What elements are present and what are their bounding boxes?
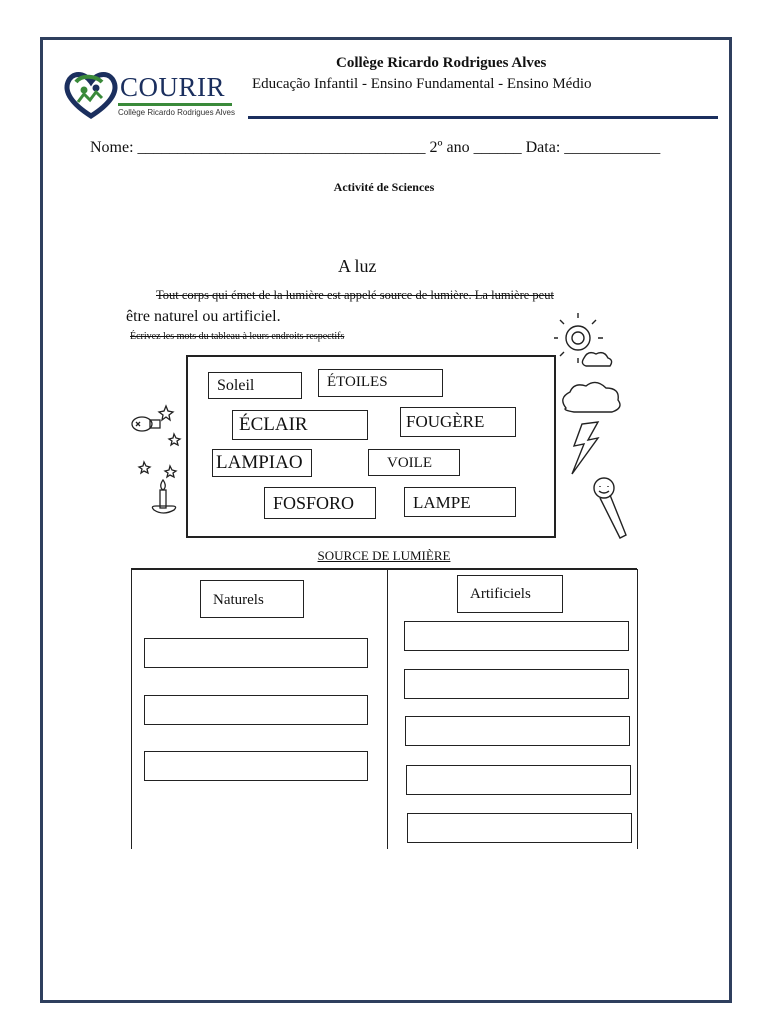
school-levels: Educação Infantil - Ensino Fundamental - Ensino Médio <box>252 76 592 92</box>
instruction-line-3: Écrivez les mots du tableau à leurs endroits respectifs <box>130 331 345 342</box>
natural-label: Naturels <box>213 592 264 608</box>
word-bank-box <box>186 355 556 538</box>
word-card <box>232 410 368 440</box>
word-text: VOILE <box>387 455 432 471</box>
word-card <box>404 487 516 517</box>
artificial-answer-box[interactable] <box>404 669 629 699</box>
word-text: FOSFORO <box>273 493 355 513</box>
artificial-label: Artificiels <box>470 586 531 602</box>
artificial-answer-box[interactable] <box>404 621 629 651</box>
word-text: LAMPE <box>413 493 471 512</box>
table-middle-divider <box>387 569 388 849</box>
natural-column-header <box>200 580 304 618</box>
word-text: ÉCLAIR <box>239 414 308 435</box>
word-card <box>400 407 516 437</box>
artificial-answer-box[interactable] <box>406 765 631 795</box>
artificial-answer-box[interactable] <box>407 813 632 843</box>
word-text: ÉTOILES <box>327 374 388 390</box>
word-text: LAMPIAO <box>216 452 303 473</box>
logo-subtext: Collège Ricardo Rodrigues Alves <box>118 108 235 117</box>
table-left-border <box>131 569 132 849</box>
lamp-and-candle-drawing-icon <box>126 398 186 518</box>
header-divider <box>248 116 718 119</box>
instruction-line-2: être naturel ou artificiel. <box>126 308 281 325</box>
school-name: Collège Ricardo Rodrigues Alves <box>336 55 547 71</box>
artificial-answer-box[interactable] <box>405 716 630 746</box>
name-date-row: Nome: ____________________________________ 2º ano ______ Data: ____________ <box>90 139 661 156</box>
word-text: Soleil <box>217 377 255 394</box>
instruction-line-1: Tout corps qui émet de la lumière est appelé source de lumière. La lumière peut <box>156 288 554 302</box>
natural-answer-box[interactable] <box>144 751 368 781</box>
logo-text: COURIR <box>120 72 226 102</box>
natural-answer-box[interactable] <box>144 638 368 668</box>
sun-cloud-match-drawing-icon <box>554 312 640 544</box>
logo-underline <box>118 103 232 106</box>
section-title: A luz <box>338 256 377 276</box>
artificial-column-header <box>457 575 563 613</box>
table-right-border <box>637 569 638 849</box>
natural-answer-box[interactable] <box>144 695 368 725</box>
word-text: FOUGÈRE <box>406 412 485 431</box>
word-card <box>212 449 312 477</box>
table-top-border <box>131 568 637 570</box>
word-card <box>264 487 376 519</box>
activity-title: Activité de Sciences <box>333 180 435 194</box>
word-card <box>208 372 302 399</box>
word-card <box>318 369 443 397</box>
word-card <box>368 449 460 476</box>
sources-title: SOURCE DE LUMIÈRE <box>317 548 451 563</box>
school-logo-icon <box>62 68 120 120</box>
